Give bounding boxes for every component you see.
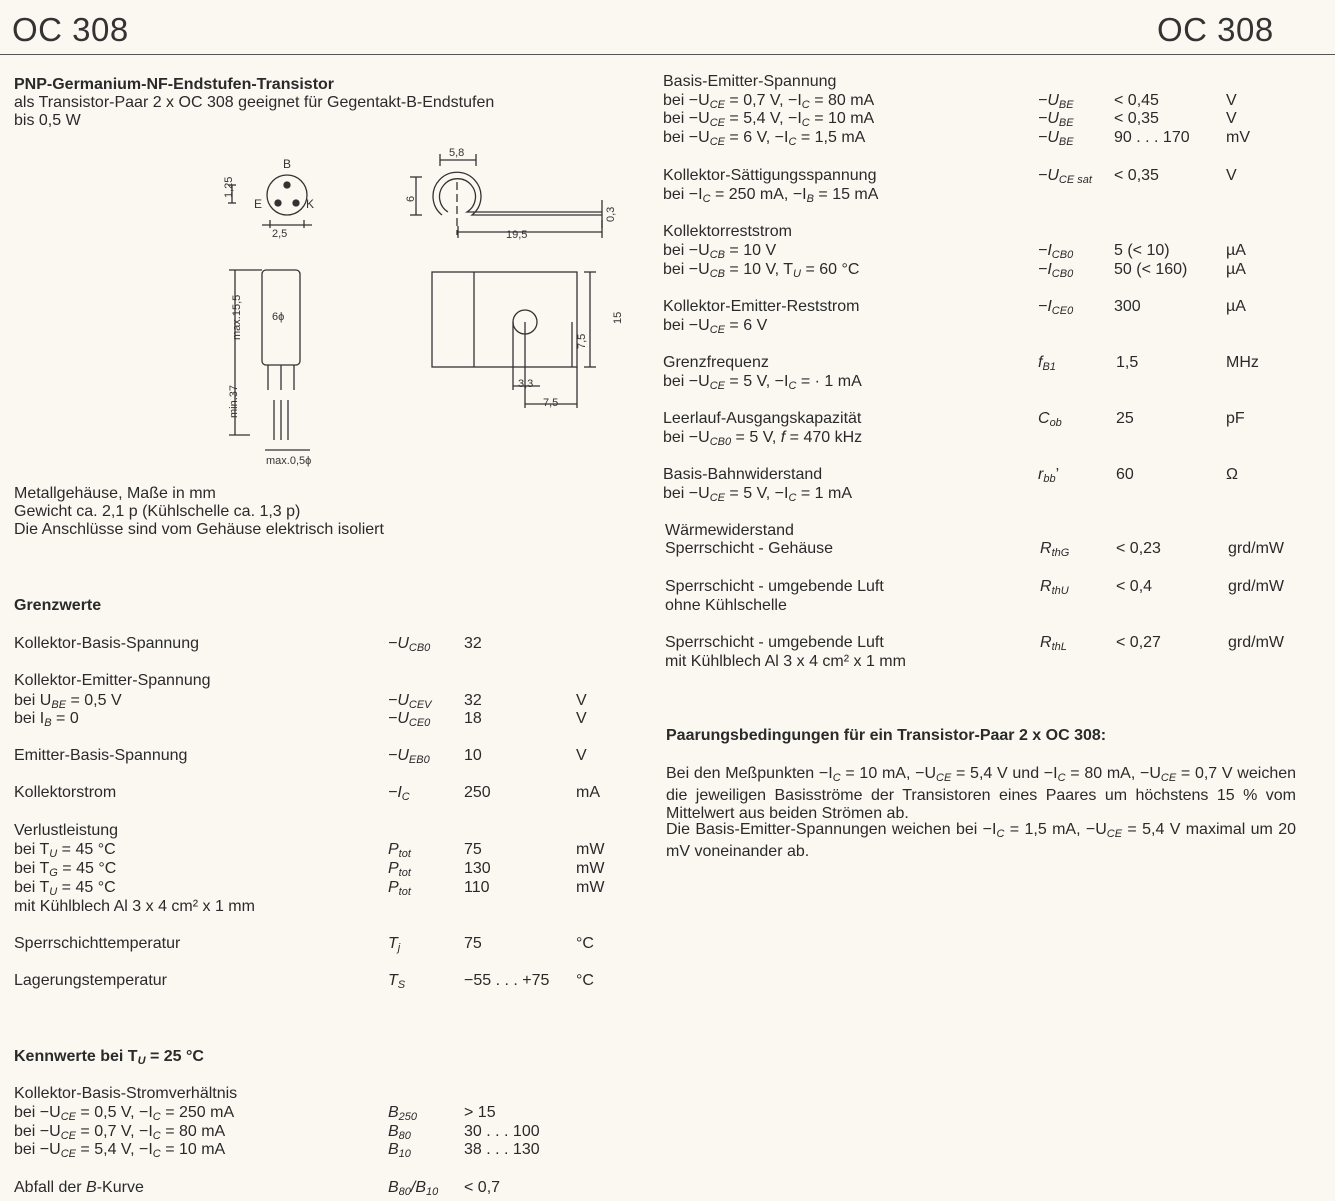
kw-r1a-val: > 15: [464, 1104, 496, 1121]
be2-unit: V: [1226, 110, 1237, 127]
gw-r3-unit: V: [576, 747, 587, 764]
be3-cond: bei $-U_{CE} = 6$ V, $-I_C = 1,5$ mA: [663, 129, 866, 148]
lk-cond: bei $-U_{CB0} = 5$ V, f = 470 kHz: [663, 429, 863, 448]
gw-r1-val: 32: [464, 635, 482, 652]
dim-7-5-a: 7,5: [576, 333, 588, 349]
kr2-unit: µA: [1226, 261, 1246, 278]
kr-title: Kollektorreststrom: [663, 223, 792, 240]
be3-unit: mV: [1226, 129, 1250, 146]
gw-r5b-cond: bei $T_G = 45$ °C: [14, 860, 117, 879]
ww3-unit: grd/mW: [1228, 634, 1284, 651]
package-info: [14, 485, 384, 539]
be1-unit: V: [1226, 92, 1237, 109]
kw-r1b-cond: bei $-U_{CE} = 0,7$ V, $-I_C = 80$ mA: [14, 1123, 226, 1142]
gw-r2a-cond: bei $U_{BE} = 0,5$ V: [14, 692, 122, 711]
gw-r7-sym: $T_S$: [388, 972, 406, 991]
clip-top-view: [432, 272, 577, 367]
gf-sym: $f_{B1}$: [1038, 354, 1056, 373]
gw-r5a-sym: $P_{tot}$: [388, 841, 411, 860]
kr2-cond: bei $-U_{CB} = 10$ V, $T_U = 60$ °C: [663, 261, 860, 280]
pairing-title: Paarungsbedingungen für ein Transistor-Paar 2 x OC 308:: [666, 727, 1107, 744]
label-pin-e: E: [254, 197, 263, 211]
gw-r5c-sym: $P_{tot}$: [388, 879, 411, 898]
gw-r5a-unit: mW: [576, 841, 605, 858]
gw-r4-unit: mA: [576, 784, 600, 801]
dim-3-3: 3,3: [518, 378, 534, 390]
ww3-val: < 0,27: [1116, 634, 1161, 651]
pin-view-outline: [267, 175, 307, 215]
package-line2: Gewicht ca. 2,1 p (Kühlschelle ca. 1,3 p): [14, 503, 301, 520]
be2-val: < 0,35: [1114, 110, 1159, 127]
dim-max-0-5: max.0,5ϕ: [266, 455, 312, 467]
kw-r1b-sym: $B_{80}$: [388, 1123, 411, 1142]
ks-unit: V: [1226, 167, 1237, 184]
gw-r5a-cond: bei $T_U = 45$ °C: [14, 841, 116, 860]
kw-r1c-sym: $B_{10}$: [388, 1141, 411, 1160]
gw-r2a-val: 32: [464, 692, 482, 709]
dim-0-3: 0,3: [605, 206, 617, 222]
kr1-cond: bei $-U_{CB} = 10$ V: [663, 242, 777, 261]
ww1-sym: $R_{thG}$: [1040, 540, 1070, 559]
bb-val: 60: [1116, 466, 1134, 483]
lk-title: Leerlauf-Ausgangskapazität: [663, 410, 862, 427]
be1-cond: bei $-U_{CE} = 0,7$ V, $-I_C = 80$ mA: [663, 92, 875, 111]
bb-sym: $r_{bb}$’: [1038, 466, 1060, 485]
ww-title: Wärmewiderstand: [665, 522, 794, 539]
gw-r2b-unit: V: [576, 710, 587, 727]
package-drawing: [210, 140, 630, 475]
ww2-sym: $R_{thU}$: [1040, 578, 1069, 597]
dim-1-25: 1,25: [223, 176, 235, 198]
gw-r2b-cond: bei $I_B = 0$: [14, 710, 79, 729]
package-line3: Die Anschlüsse sind vom Gehäuse elektrisch isoliert: [14, 521, 384, 538]
be1-sym: $-U_{BE}$: [1038, 92, 1074, 111]
ke-unit: µA: [1226, 298, 1246, 315]
gw-r2a-unit: V: [576, 692, 587, 709]
ww3-label2: mit Kühlblech Al 3 x 4 cm² x 1 mm: [665, 653, 906, 670]
dim-6: 6: [405, 195, 417, 202]
ks-val: < 0,35: [1114, 167, 1159, 184]
gw-r1-sym: $-U_{CB0}$: [388, 635, 431, 654]
page-title-left: OC 308: [12, 11, 129, 48]
gw-r6-label: Sperrschichttemperatur: [14, 935, 181, 952]
be-title: Basis-Emitter-Spannung: [663, 73, 837, 90]
gw-r5b-sym: $P_{tot}$: [388, 860, 411, 879]
gw-r7-unit: °C: [576, 972, 594, 989]
ke-val: 300: [1114, 298, 1141, 315]
pairing-paragraph-1: Bei den Meßpunkten $-I_C = 10$ mA, $-U_{CE} = 5,4$ V und $-I_C = 80$ mA, $-U_{CE} = 0,7$ V weichen die jeweiligen Basisströme der Transistoren eines Paares um höchstens 15 % vom Mittelwert aus beiden Strömen ab.: [666, 765, 1297, 822]
gw-r5c-val: 110: [464, 879, 490, 896]
gw-r3-label: Emitter-Basis-Spannung: [14, 747, 188, 764]
kw-r2-sym: $B_{80}/B_{10}$: [388, 1179, 439, 1198]
dim-min-37: min.37: [228, 384, 240, 418]
label-pin-k: K: [306, 197, 315, 211]
ww2-unit: grd/mW: [1228, 578, 1284, 595]
pin-b-dot: [284, 182, 290, 188]
bb-title: Basis-Bahnwiderstand: [663, 466, 823, 483]
be2-cond: bei $-U_{CE} = 5,4$ V, $-I_C = 10$ mA: [663, 110, 875, 129]
ks-cond: bei $-I_C = 250$ mA, $-I_B = 15$ mA: [663, 186, 879, 205]
ww1-val: < 0,23: [1116, 540, 1161, 557]
package-line1: Metallgehäuse, Maße in mm: [14, 485, 216, 502]
kw-r2-val: < 0,7: [464, 1179, 501, 1196]
kw-r1a-cond: bei $-U_{CE} = 0,5$ V, $-I_C = 250$ mA: [14, 1104, 235, 1123]
gf-unit: MHz: [1226, 354, 1259, 371]
gw-r6-unit: °C: [576, 935, 594, 952]
be3-sym: $-U_{BE}$: [1038, 129, 1074, 148]
kw-r1-label: Kollektor-Basis-Stromverhältnis: [14, 1085, 238, 1102]
intro-title: PNP-Germanium-NF-Endstufen-Transistor: [14, 76, 335, 93]
lk-unit: pF: [1226, 410, 1245, 427]
kw-r1c-cond: bei $-U_{CE} = 5,4$ V, $-I_C = 10$ mA: [14, 1141, 226, 1160]
gw-r4-sym: $-I_C$: [388, 784, 410, 803]
intro: [14, 76, 634, 130]
grenzwerte-title: Grenzwerte: [14, 597, 102, 614]
gw-r4-label: Kollektorstrom: [14, 784, 117, 801]
gw-r6-sym: $T_j$: [388, 935, 401, 954]
be2-sym: $-U_{BE}$: [1038, 110, 1074, 129]
pin-k-dot: [293, 200, 299, 206]
gw-r5b-val: 130: [464, 860, 491, 877]
ww2-label2: ohne Kühlschelle: [665, 597, 787, 614]
dim-15: 15: [612, 311, 624, 324]
gw-r5c-cond: bei $T_U = 45$ °C: [14, 879, 116, 898]
kr1-sym: $-I_{CB0}$: [1038, 242, 1074, 261]
ww2-val: < 0,4: [1116, 578, 1153, 595]
kr2-sym: $-I_{CB0}$: [1038, 261, 1074, 280]
ks-sym: $-U_{CE sat}$: [1038, 167, 1092, 186]
kw-r1c-val: 38 . . . 130: [464, 1141, 540, 1158]
ww1-label: Sperrschicht - Gehäuse: [665, 540, 834, 557]
intro-line2: bis 0,5 W: [14, 112, 81, 129]
kr2-val: 50 (< 160): [1114, 261, 1188, 278]
gw-r4-val: 250: [464, 784, 491, 801]
gw-r5c-unit: mW: [576, 879, 605, 896]
gw-r5b-unit: mW: [576, 860, 605, 877]
dim-19-5: 19,5: [506, 229, 528, 241]
page-title-right: OC 308: [1157, 11, 1274, 48]
kw-r1b-val: 30 . . . 100: [464, 1123, 540, 1140]
kr1-unit: µA: [1226, 242, 1246, 259]
dim-7-5-b: 7,5: [543, 397, 559, 409]
gw-r1-label: Kollektor-Basis-Spannung: [14, 635, 199, 652]
ww1-unit: grd/mW: [1228, 540, 1284, 557]
gw-r5a-val: 75: [464, 841, 482, 858]
label-pin-b: B: [283, 157, 292, 171]
gw-r2b-sym: $-U_{CE0}$: [388, 710, 431, 729]
bb-unit: Ω: [1226, 466, 1238, 483]
bb-cond: bei $-U_{CE} = 5$ V, $-I_C = 1$ mA: [663, 485, 852, 504]
ke-title: Kollektor-Emitter-Reststrom: [663, 298, 860, 315]
ks-title: Kollektor-Sättigungsspannung: [663, 167, 877, 184]
header-rule: [0, 54, 1335, 55]
gw-r3-val: 10: [464, 747, 482, 764]
gf-val: 1,5: [1116, 354, 1139, 371]
ww3-sym: $R_{thL}$: [1040, 634, 1067, 653]
ke-cond: bei $-U_{CE} = 6$ V: [663, 317, 768, 336]
kennwerte-title: Kennwerte bei $T_U = 25$ °C: [14, 1048, 204, 1067]
lk-val: 25: [1116, 410, 1134, 427]
intro-line1: als Transistor-Paar 2 x OC 308 geeignet für Gegentakt-B-Endstufen: [14, 94, 495, 111]
gf-cond: bei $-U_{CE} = 5$ V, $-I_C$ = · 1 mA: [663, 373, 862, 392]
gw-r5-label: Verlustleistung: [14, 822, 119, 839]
ke-sym: $-I_{CE0}$: [1038, 298, 1074, 317]
be1-val: < 0,45: [1114, 92, 1159, 109]
kw-r1a-sym: $B_{250}$: [388, 1104, 418, 1123]
gw-r5d-cond: mit Kühlblech Al 3 x 4 cm² x 1 mm: [14, 898, 255, 915]
gw-r2-label: Kollektor-Emitter-Spannung: [14, 672, 211, 689]
gw-r2b-val: 18: [464, 710, 482, 727]
gw-r7-val: −55 . . . +75: [464, 972, 550, 989]
gw-r6-val: 75: [464, 935, 482, 952]
pairing-paragraph-2: Die Basis-Emitter-Spannungen weichen bei $-I_C = 1,5$ mA, $-U_{CE} = 5,4$ V maximal um 20 mV voneinander ab.: [666, 821, 1296, 860]
lk-sym: $C_{ob}$: [1038, 410, 1062, 429]
gf-title: Grenzfrequenz: [663, 354, 769, 371]
gw-r2a-sym: $-U_{CEV}$: [388, 692, 432, 711]
ww3-label: Sperrschicht - umgebende Luft: [665, 634, 884, 651]
kw-r2-label: Abfall der B-Kurve: [14, 1179, 144, 1196]
gw-r7-label: Lagerungstemperatur: [14, 972, 167, 989]
dim-6-phi: 6ϕ: [272, 311, 285, 323]
dim-5-8: 5,8: [449, 147, 465, 159]
ww2-label: Sperrschicht - umgebende Luft: [665, 578, 884, 595]
be3-val: 90 . . . 170: [1114, 129, 1190, 146]
kr1-val: 5 (< 10): [1114, 242, 1170, 259]
dim-max-15-5: max.15,5: [231, 294, 243, 340]
pin-e-dot: [275, 200, 281, 206]
dim-2-5: 2,5: [272, 228, 288, 240]
gw-r3-sym: $-U_{EB0}$: [388, 747, 430, 766]
